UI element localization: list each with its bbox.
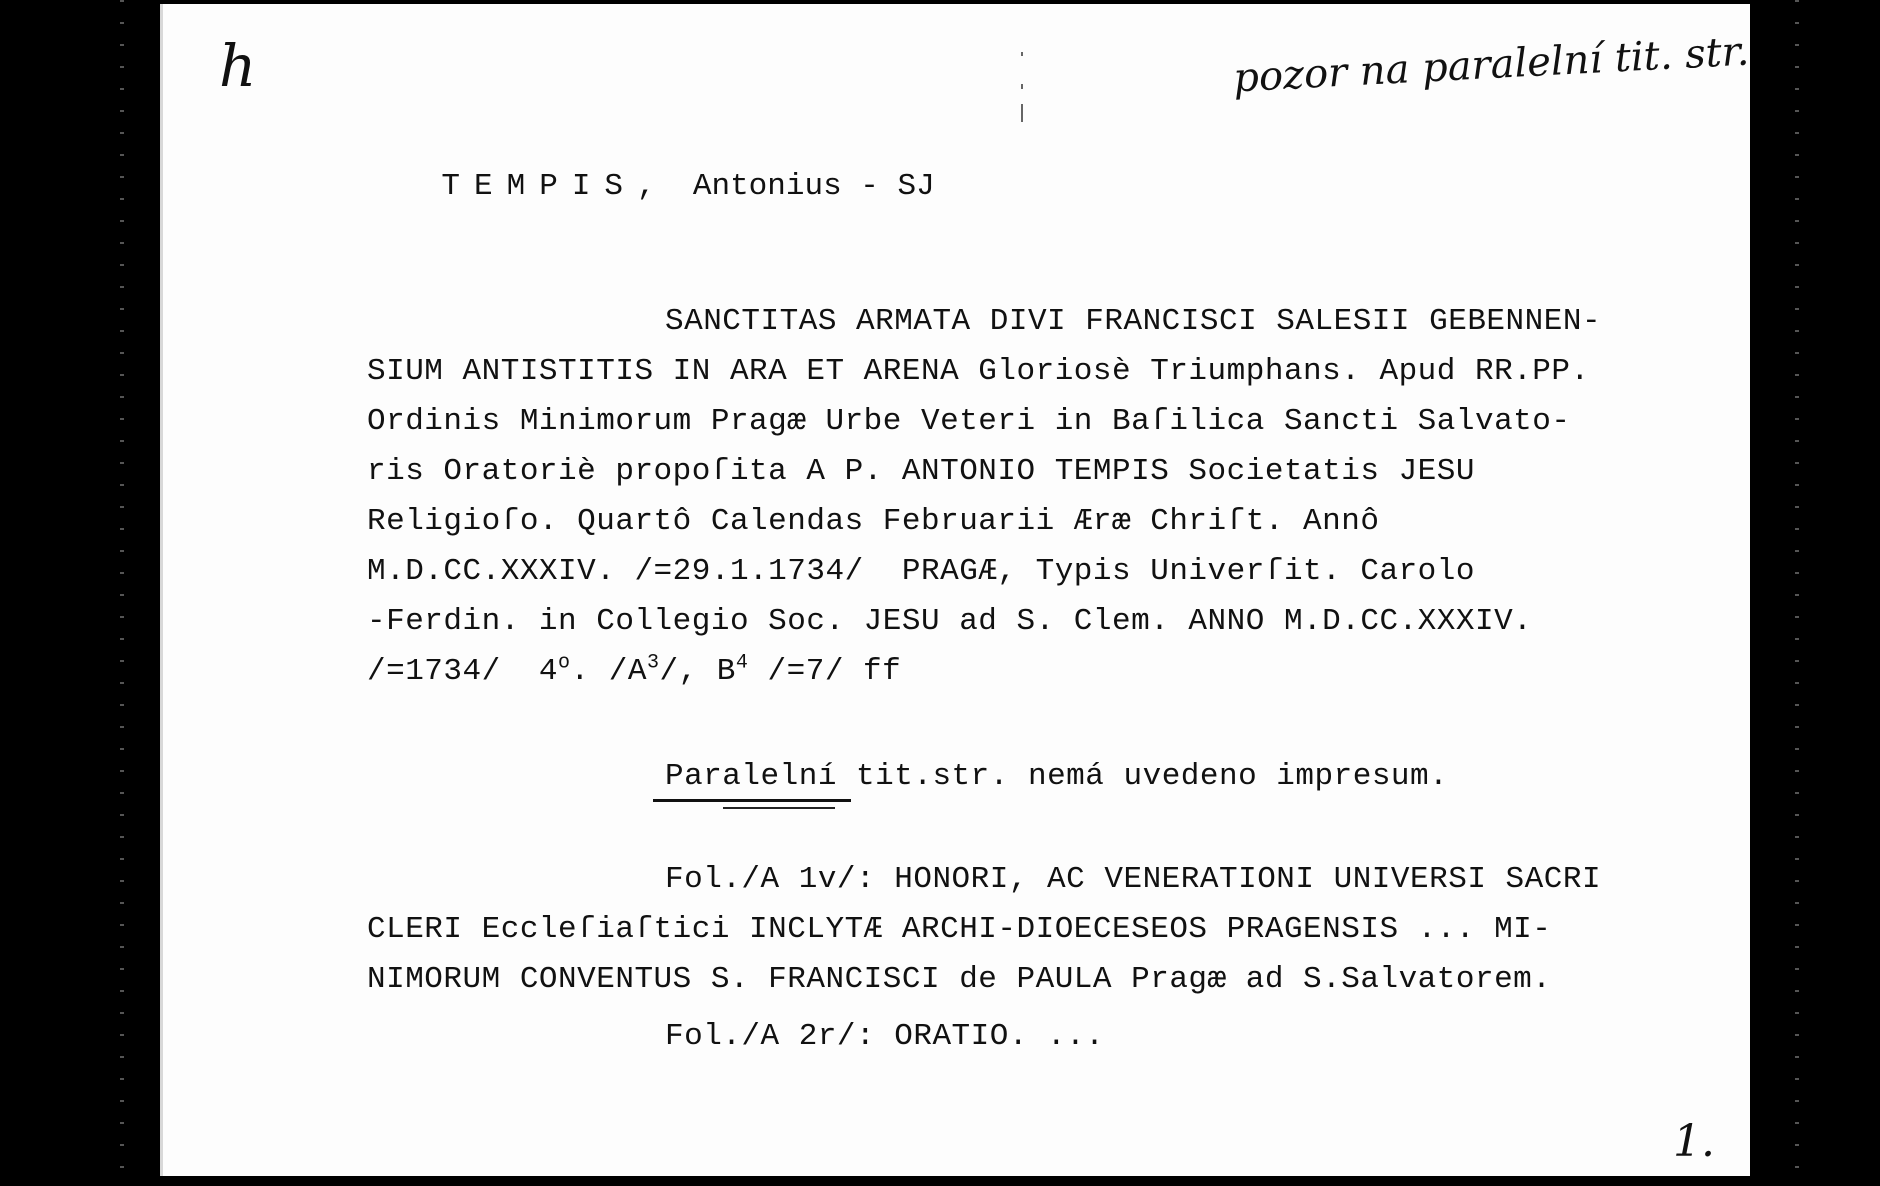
format-line bbox=[367, 651, 902, 689]
note-underlined-word: Paralelní bbox=[665, 759, 837, 794]
left-border-dashes bbox=[120, 0, 124, 1186]
note-underline bbox=[653, 799, 851, 802]
handwritten-top-right-note: pozor na paralelní tit. str. bbox=[1232, 28, 1751, 102]
signature-b-count: 4 bbox=[735, 651, 749, 675]
record-line-2: SIUM ANTISTITIS IN ARA ET ARENA Gloriosè Triumphans. Apud RR.PP. bbox=[367, 354, 1590, 389]
author-given-name: Antonius - SJ bbox=[692, 169, 935, 204]
right-border-dashes bbox=[1795, 0, 1799, 1186]
format-mid: . /A bbox=[570, 654, 647, 689]
record-line-7: -Ferdin. in Collegio Soc. JESU ad S. Clem. ANNO M.D.CC.XXXIV. bbox=[367, 604, 1533, 639]
record-line-5: Religioſo. Quartô Calendas Februarii Æræ Chriſt. Annô bbox=[367, 504, 1380, 539]
contents-line-1: Fol./A 1v/: HONORI, AC VENERATIONI UNIVERSI SACRI bbox=[665, 862, 1602, 897]
contents-line-2: CLERI Eccleſiaſtici INCLYTÆ ARCHI-DIOECESEOS PRAGENSIS ... MI- bbox=[367, 912, 1552, 947]
format-prefix: /=1734/ 4 bbox=[367, 654, 559, 689]
note-rest: tit.str. nemá uvedeno impresum. bbox=[836, 759, 1449, 794]
contents-line-4: Fol./A 2r/: ORATIO. ... bbox=[665, 1019, 1105, 1054]
crop-tick-mark bbox=[1021, 104, 1023, 122]
record-line-6: M.D.CC.XXXIV. /=29.1.1734/ PRAGÆ, Typis Univerſit. Carolo bbox=[367, 554, 1475, 589]
handwritten-top-left-mark: h bbox=[219, 32, 257, 100]
format-degree: o bbox=[558, 651, 571, 675]
record-line-1: SANCTITAS ARMATA DIVI FRANCISCI SALESII GEBENNEN- bbox=[665, 304, 1602, 339]
contents-line-3: NIMORUM CONVENTUS S. FRANCISCI de PAULA Pragæ ad S.Salvatorem. bbox=[367, 962, 1552, 997]
format-mid2: /, B bbox=[659, 654, 736, 689]
crop-tick-mark bbox=[1021, 84, 1023, 89]
heading bbox=[367, 134, 935, 239]
handwritten-page-number: 1. bbox=[1673, 1116, 1715, 1167]
record-line-3: Ordinis Minimorum Pragæ Urbe Veteri in Baſilica Sancti Salvato- bbox=[367, 404, 1571, 439]
heading-separator: , bbox=[637, 169, 656, 204]
catalog-card bbox=[160, 4, 1750, 1176]
note-line bbox=[665, 759, 1448, 794]
record-line-4: ris Oratoriè propoſita A P. ANTONIO TEMPIS Societatis JESU bbox=[367, 454, 1475, 489]
author-surname: TEMPIS bbox=[441, 169, 638, 204]
signature-a-count: 3 bbox=[646, 651, 660, 675]
crop-tick-mark bbox=[1021, 52, 1023, 56]
format-suffix: /=7/ ff bbox=[748, 654, 902, 689]
note-underline-secondary bbox=[723, 807, 835, 809]
